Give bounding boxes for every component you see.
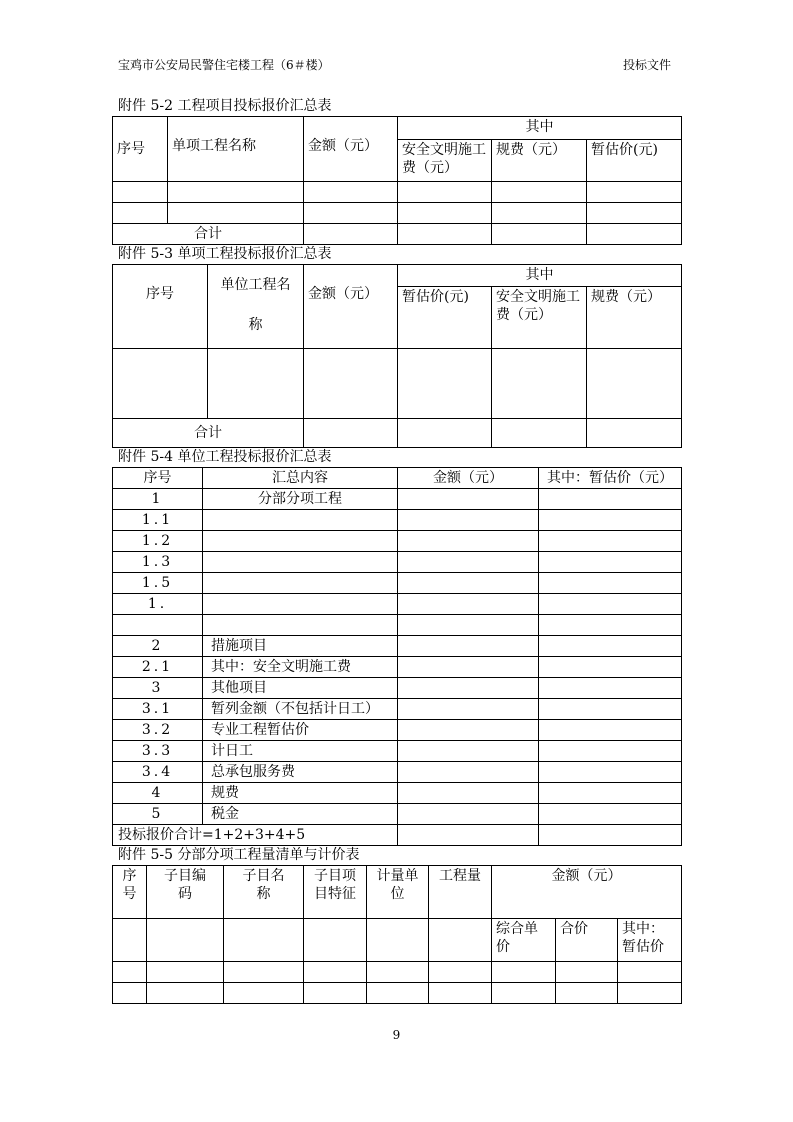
row-no: 4: [113, 783, 203, 804]
header-feature: 子目项目特征: [304, 866, 367, 919]
table-row: [113, 657, 682, 678]
table-row: [113, 804, 682, 825]
table-row: [113, 983, 682, 1004]
row-provisional: [539, 804, 682, 825]
total-provisional: [539, 825, 682, 846]
row-amount: [398, 741, 539, 762]
row-no: 3: [113, 678, 203, 699]
row-content: 专业工程暂估价: [203, 720, 398, 741]
header-quantity: 工程量: [429, 866, 492, 919]
row-content: 分部分项工程: [203, 489, 398, 510]
header-no: 序号: [113, 468, 203, 489]
header-code: 子目编码: [147, 866, 224, 919]
row-content: [203, 615, 398, 636]
row-content: [203, 573, 398, 594]
header-provisional: 其中：暂估价（元）: [539, 468, 682, 489]
header-project-title: 宝鸡市公安局民警住宅楼工程（6＃楼）: [118, 58, 330, 72]
table-row: [113, 510, 682, 531]
header-provisional: 暂估价(元): [398, 287, 492, 349]
row-no: 5: [113, 804, 203, 825]
row-no: 3.3: [113, 741, 203, 762]
row-no: 1.2: [113, 531, 203, 552]
table-5-2-caption: 附件 5-2 工程项目投标报价汇总表: [118, 98, 332, 114]
header-name: 子目名称: [224, 866, 304, 919]
row-provisional: [539, 489, 682, 510]
table-5-4-caption: 附件 5-4 单位工程投标报价汇总表: [118, 449, 332, 465]
row-content: 其他项目: [203, 678, 398, 699]
row-no: 1: [113, 489, 203, 510]
row-amount: [398, 573, 539, 594]
header-unit-price: 综合单价: [492, 919, 556, 962]
row-no: [113, 615, 203, 636]
row-provisional: [539, 510, 682, 531]
header-no: 序号: [113, 265, 208, 349]
table-row: [113, 349, 682, 419]
table-5-2: [112, 116, 682, 245]
row-amount: [398, 657, 539, 678]
total-row: [113, 419, 682, 448]
total-label: 合计: [113, 419, 304, 448]
row-no: 1.1: [113, 510, 203, 531]
row-provisional: [539, 762, 682, 783]
row-amount: [398, 552, 539, 573]
table-row: [113, 489, 682, 510]
row-provisional: [539, 531, 682, 552]
row-no: 3.2: [113, 720, 203, 741]
header-of-which: 其中: [398, 265, 682, 287]
header-no: 序号: [113, 866, 147, 919]
table-row: [113, 678, 682, 699]
row-provisional: [539, 636, 682, 657]
table-row: [113, 182, 682, 203]
row-amount: [398, 804, 539, 825]
row-amount: [398, 594, 539, 615]
row-content: 其中：安全文明施工费: [203, 657, 398, 678]
row-content: 暂列金额（不包括计日工）: [203, 699, 398, 720]
table-5-3-caption: 附件 5-3 单项工程投标报价汇总表: [118, 246, 332, 262]
row-amount: [398, 720, 539, 741]
row-amount: [398, 678, 539, 699]
header-amount: 金额（元）: [304, 265, 398, 349]
row-provisional: [539, 615, 682, 636]
header-no: 序号: [113, 117, 168, 182]
row-amount: [398, 699, 539, 720]
total-amount: [398, 825, 539, 846]
header-amount: 金额（元）: [398, 468, 539, 489]
row-provisional: [539, 573, 682, 594]
table-row: [113, 636, 682, 657]
header-safety: 安全文明施工费（元）: [492, 287, 587, 349]
document-body: [112, 97, 681, 1042]
header-safety: 安全文明施工费（元）: [398, 140, 492, 182]
row-content: [203, 594, 398, 615]
header-unit: 计量单位: [367, 866, 429, 919]
table-row: [113, 783, 682, 804]
row-no: 2.1: [113, 657, 203, 678]
table-5-5-caption: 附件 5-5 分部分项工程量清单与计价表: [118, 847, 360, 863]
header-total-price: 合价: [556, 919, 618, 962]
row-provisional: [539, 699, 682, 720]
header-doc-type: 投标文件: [622, 58, 671, 72]
row-provisional: [539, 678, 682, 699]
table-row: [113, 699, 682, 720]
header-name: 单项工程名称: [168, 117, 304, 182]
header-provisional: 其中：暂估价: [618, 919, 682, 962]
row-content: 规费: [203, 783, 398, 804]
table-row: [113, 962, 682, 983]
row-content: [203, 531, 398, 552]
table-row: [113, 573, 682, 594]
total-row: [113, 224, 682, 245]
table-row: [113, 741, 682, 762]
row-content: [203, 510, 398, 531]
row-no: 1.: [113, 594, 203, 615]
table-row: [113, 594, 682, 615]
total-label: 投标报价合计=1+2+3+4+5: [113, 825, 398, 846]
table-5-3: [112, 264, 682, 448]
total-row: [113, 825, 682, 846]
row-content: 税金: [203, 804, 398, 825]
table-5-5: [112, 865, 682, 1004]
row-no: 2: [113, 636, 203, 657]
row-amount: [398, 615, 539, 636]
header-content: 汇总内容: [203, 468, 398, 489]
row-no: 3.4: [113, 762, 203, 783]
page-number: 9: [392, 1028, 401, 1042]
row-provisional: [539, 552, 682, 573]
table-row: [113, 720, 682, 741]
row-provisional: [539, 720, 682, 741]
row-amount: [398, 636, 539, 657]
header-name-line-2: 称: [248, 317, 263, 333]
row-content: 计日工: [203, 741, 398, 762]
header-of-which: 其中: [398, 117, 682, 140]
row-provisional: [539, 594, 682, 615]
header-name: [208, 265, 304, 349]
table-row: [113, 615, 682, 636]
row-content: 总承包服务费: [203, 762, 398, 783]
row-content: [203, 552, 398, 573]
header-name-line-1: 单位工程名: [220, 277, 291, 293]
header-amount: 金额（元）: [492, 866, 682, 919]
table-row: [113, 203, 682, 224]
row-content: 措施项目: [203, 636, 398, 657]
total-label: 合计: [113, 224, 304, 245]
row-amount: [398, 531, 539, 552]
table-row: [113, 552, 682, 573]
row-provisional: [539, 657, 682, 678]
table-row: [113, 762, 682, 783]
row-amount: [398, 783, 539, 804]
row-provisional: [539, 741, 682, 762]
row-amount: [398, 489, 539, 510]
header-amount: 金额（元）: [304, 117, 398, 182]
row-no: 1.3: [113, 552, 203, 573]
table-5-4: [112, 467, 682, 846]
row-amount: [398, 510, 539, 531]
header-fee: 规费（元）: [587, 287, 682, 349]
table-row: [113, 531, 682, 552]
row-no: 3.1: [113, 699, 203, 720]
row-amount: [398, 762, 539, 783]
row-no: 1.5: [113, 573, 203, 594]
header-fee: 规费（元）: [492, 140, 587, 182]
row-provisional: [539, 783, 682, 804]
header-provisional: 暂估价(元): [587, 140, 682, 182]
